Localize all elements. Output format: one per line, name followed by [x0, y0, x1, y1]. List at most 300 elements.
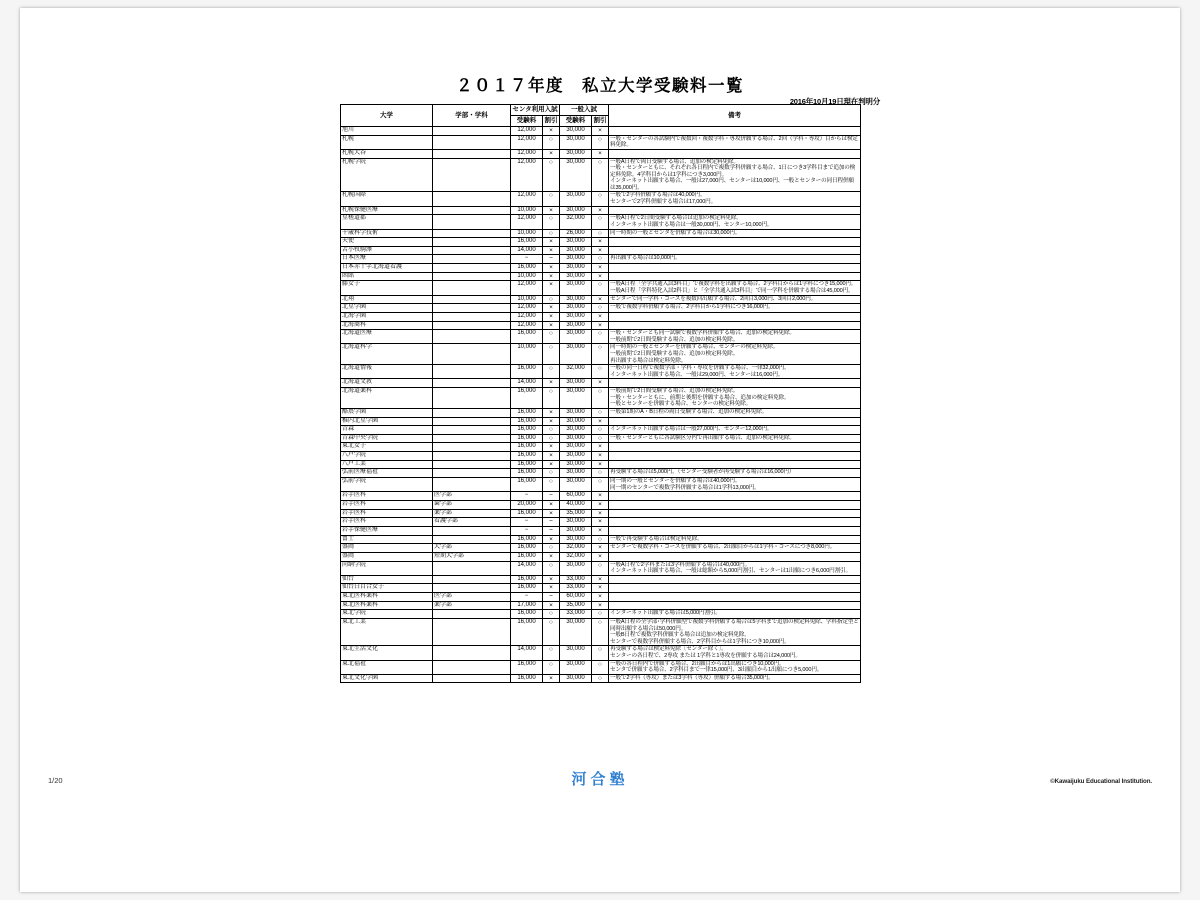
col-general-exam: 一般入試 [560, 105, 609, 116]
cell-general-fee: 30,000 [560, 452, 592, 461]
cell-faculty: 大学部 [433, 544, 511, 553]
table-row [341, 365, 861, 379]
cell-center-discount: − [543, 526, 560, 535]
cell-university: 北海道文教 [341, 379, 433, 388]
cell-center-fee: − [511, 518, 543, 527]
cell-general-fee: 30,000 [560, 344, 592, 365]
table-row [341, 238, 861, 247]
cell-general-fee: 30,000 [560, 295, 592, 304]
cell-faculty [433, 646, 511, 660]
cell-general-discount: × [592, 443, 609, 452]
cell-notes: 再受験する場合は5,000円。（センター受験者が再受験する場合は16,000円） [609, 469, 861, 478]
cell-notes: センターで複数学科・コースを併願する場合、2出願目からは1学科・コースにつき8,000円。 [609, 544, 861, 553]
cell-faculty [433, 452, 511, 461]
cell-notes: 一般で再受験する場合は検定料免除。 [609, 535, 861, 544]
cell-center-fee: 10,000 [511, 206, 543, 215]
cell-university: 岩手医科 [341, 500, 433, 509]
cell-center-discount: × [543, 312, 560, 321]
cell-general-discount: ○ [592, 229, 609, 238]
cell-faculty [433, 469, 511, 478]
cell-center-fee: 10,000 [511, 229, 543, 238]
cell-center-discount: × [543, 321, 560, 330]
table-row [341, 192, 861, 206]
cell-general-discount: ○ [592, 469, 609, 478]
cell-center-fee: 16,000 [511, 619, 543, 646]
cell-general-fee: 30,000 [560, 460, 592, 469]
cell-general-fee: 30,000 [560, 238, 592, 247]
cell-notes: 再出願する場合は10,000円。 [609, 255, 861, 264]
cell-notes [609, 149, 861, 158]
cell-general-fee: 30,000 [560, 518, 592, 527]
copyright-notice: ©Kawaijuku Educational Institution. [1050, 778, 1152, 785]
col-center-fee: 受験料 [511, 116, 543, 127]
cell-center-discount: × [543, 460, 560, 469]
cell-general-fee: 30,000 [560, 304, 592, 313]
cell-university: 岩手医科 [341, 509, 433, 518]
cell-general-fee: 30,000 [560, 192, 592, 206]
cell-university: 日本赤十字北海道看護 [341, 264, 433, 273]
cell-faculty [433, 255, 511, 264]
cell-general-fee: 30,000 [560, 561, 592, 575]
cell-center-discount: × [543, 601, 560, 610]
cell-university: 尚絅学院 [341, 561, 433, 575]
cell-general-fee: 35,000 [560, 601, 592, 610]
table-head [341, 105, 861, 127]
cell-university: 富士 [341, 535, 433, 544]
exam-fee-table [340, 104, 861, 683]
cell-center-fee: 12,000 [511, 281, 543, 295]
cell-center-discount: ○ [543, 478, 560, 492]
cell-notes [609, 500, 861, 509]
cell-general-discount: × [592, 272, 609, 281]
cell-university: 北海道医療 [341, 330, 433, 344]
cell-center-discount: − [543, 492, 560, 501]
cell-center-fee: 16,000 [511, 365, 543, 379]
cell-faculty: 薬学部 [433, 509, 511, 518]
cell-general-fee: 33,000 [560, 610, 592, 619]
cell-general-discount: ○ [592, 619, 609, 646]
cell-faculty [433, 264, 511, 273]
col-notes: 備考 [609, 105, 861, 127]
table-row [341, 215, 861, 229]
cell-university: 札幌学院 [341, 158, 433, 192]
cell-general-discount: ○ [592, 561, 609, 575]
cell-general-fee: 30,000 [560, 158, 592, 192]
cell-general-discount: × [592, 492, 609, 501]
table-row [341, 619, 861, 646]
cell-university: 北海道科学 [341, 344, 433, 365]
cell-university: 弘前医療福祉 [341, 469, 433, 478]
table-row [341, 674, 861, 683]
cell-general-discount: × [592, 264, 609, 273]
cell-notes: 同一時期の一般とセンタを併願する場合は30,000円。 [609, 229, 861, 238]
cell-center-discount: × [543, 443, 560, 452]
cell-center-discount: × [543, 272, 560, 281]
cell-notes: 一般で複数学科併願する場合、2学科目から1学科につき16,000円。 [609, 304, 861, 313]
cell-general-discount: × [592, 509, 609, 518]
cell-university: 北海道情報 [341, 365, 433, 379]
cell-general-fee: 30,000 [560, 264, 592, 273]
cell-notes [609, 518, 861, 527]
cell-faculty [433, 561, 511, 575]
cell-center-fee: 12,000 [511, 312, 543, 321]
cell-faculty [433, 330, 511, 344]
cell-center-discount: ○ [543, 135, 560, 149]
cell-faculty [433, 295, 511, 304]
cell-notes [609, 417, 861, 426]
table-row [341, 281, 861, 295]
table-row [341, 330, 861, 344]
cell-center-discount: ○ [543, 469, 560, 478]
cell-faculty [433, 215, 511, 229]
cell-university: 稚内北星学園 [341, 417, 433, 426]
cell-center-fee: 10,000 [511, 295, 543, 304]
cell-center-fee: 16,000 [511, 584, 543, 593]
cell-university: 天使 [341, 238, 433, 247]
cell-center-discount: − [543, 255, 560, 264]
cell-university: 盛岡 [341, 552, 433, 561]
table-row [341, 452, 861, 461]
cell-center-discount: − [543, 518, 560, 527]
cell-notes [609, 460, 861, 469]
cell-university: 酪農学園 [341, 408, 433, 417]
cell-center-fee: − [511, 526, 543, 535]
cell-center-discount: ○ [543, 610, 560, 619]
cell-notes [609, 552, 861, 561]
table-row [341, 246, 861, 255]
table-row [341, 552, 861, 561]
cell-notes [609, 379, 861, 388]
cell-center-fee: 16,000 [511, 469, 543, 478]
cell-general-discount: ○ [592, 610, 609, 619]
cell-general-fee: 40,000 [560, 500, 592, 509]
cell-center-discount: ○ [543, 229, 560, 238]
cell-faculty [433, 344, 511, 365]
cell-faculty: 短期大学部 [433, 552, 511, 561]
cell-notes: 一般前期で2日間受験する場合、追加の検定料免除。 一般・センターともに、前期と後期を併願する場合、追加の検定料免除。 一般とセンターを併願する場合、センターの検定料免除。 [609, 388, 861, 409]
cell-center-discount: ○ [543, 646, 560, 660]
cell-faculty: 薬学部 [433, 601, 511, 610]
cell-center-discount: ○ [543, 158, 560, 192]
cell-general-fee: 30,000 [560, 379, 592, 388]
table-row [341, 255, 861, 264]
cell-center-fee: 12,000 [511, 127, 543, 136]
table-row [341, 492, 861, 501]
cell-center-discount: × [543, 206, 560, 215]
cell-center-fee: 16,000 [511, 330, 543, 344]
cell-center-fee: 12,000 [511, 215, 543, 229]
cell-notes [609, 601, 861, 610]
cell-notes: インターネット出願する場合は5,000円割引。 [609, 610, 861, 619]
cell-general-fee: 30,000 [560, 434, 592, 443]
cell-university: 東北福祉 [341, 660, 433, 674]
table-row [341, 149, 861, 158]
cell-university: 苫小牧駒澤 [341, 246, 433, 255]
cell-center-fee: − [511, 593, 543, 602]
table-row [341, 206, 861, 215]
cell-university: 東北医科薬科 [341, 601, 433, 610]
cell-center-discount: ○ [543, 619, 560, 646]
cell-notes [609, 526, 861, 535]
table-row [341, 158, 861, 192]
cell-faculty [433, 417, 511, 426]
cell-general-fee: 60,000 [560, 492, 592, 501]
cell-university: 八戸学院 [341, 452, 433, 461]
cell-faculty [433, 460, 511, 469]
table-row [341, 646, 861, 660]
cell-center-discount: × [543, 238, 560, 247]
cell-general-discount: ○ [592, 674, 609, 683]
cell-general-fee: 30,000 [560, 135, 592, 149]
col-center-exam: センタ利用入試 [511, 105, 560, 116]
cell-university: 旭川 [341, 127, 433, 136]
cell-notes: 一般・センターとも同一試験で複数学科併願する場合、追加の検定料免除。 一般前期で2日間受験する場合、追加の検定料免除。 [609, 330, 861, 344]
cell-center-fee: 14,000 [511, 246, 543, 255]
cell-general-fee: 30,000 [560, 281, 592, 295]
cell-general-fee: 33,000 [560, 584, 592, 593]
cell-center-fee: 16,000 [511, 417, 543, 426]
cell-center-fee: 16,000 [511, 544, 543, 553]
cell-university: 札幌 [341, 135, 433, 149]
cell-center-discount: ○ [543, 344, 560, 365]
cell-general-fee: 30,000 [560, 426, 592, 435]
cell-faculty [433, 246, 511, 255]
cell-center-fee: 12,000 [511, 149, 543, 158]
cell-general-fee: 30,000 [560, 255, 592, 264]
cell-general-fee: 30,000 [560, 674, 592, 683]
cell-center-fee: 16,000 [511, 388, 543, 409]
cell-center-discount: × [543, 127, 560, 136]
cell-center-discount: × [543, 408, 560, 417]
cell-notes: 同一時期の一般とセンターを併願する場合、センターの検定料免除。 一般前期で2日間受験する場合、追加の検定料免除。 再出願する場合は検定料免除。 [609, 344, 861, 365]
cell-faculty [433, 272, 511, 281]
cell-center-discount: × [543, 149, 560, 158]
cell-center-discount: × [543, 674, 560, 683]
cell-general-discount: × [592, 417, 609, 426]
table-row [341, 408, 861, 417]
cell-general-discount: × [592, 584, 609, 593]
cell-university: 藤女子 [341, 281, 433, 295]
cell-faculty [433, 426, 511, 435]
table-row [341, 593, 861, 602]
cell-university: 盛岡 [341, 544, 433, 553]
cell-general-discount: × [592, 500, 609, 509]
cell-center-fee: 16,000 [511, 660, 543, 674]
cell-faculty [433, 379, 511, 388]
table-row [341, 344, 861, 365]
cell-notes: 一般の各日程内で併願する場合、2出願目からは1出願につき10,000円。 センタで併願する場合、2学科目まで一律15,000円、3出願目から1出願につき5,000円。 [609, 660, 861, 674]
cell-notes: 一般A日程で2日間受験する場合は追加の検定料免除。 インターネット出願する場合は一般30,000円、センター10,000円。 [609, 215, 861, 229]
cell-center-fee: 16,000 [511, 264, 543, 273]
cell-general-fee: 32,000 [560, 365, 592, 379]
cell-general-discount: ○ [592, 646, 609, 660]
cell-center-fee: 16,000 [511, 434, 543, 443]
cell-general-fee: 30,000 [560, 312, 592, 321]
cell-notes [609, 492, 861, 501]
table-row [341, 443, 861, 452]
cell-university: 仙台白百合女子 [341, 584, 433, 593]
cell-center-discount: ○ [543, 434, 560, 443]
cell-notes [609, 452, 861, 461]
cell-university: 東北工業 [341, 619, 433, 646]
brand-logo: 河合塾 [571, 771, 629, 788]
cell-general-fee: 30,000 [560, 272, 592, 281]
cell-faculty [433, 304, 511, 313]
cell-faculty [433, 192, 511, 206]
cell-general-fee: 30,000 [560, 388, 592, 409]
table-row [341, 478, 861, 492]
table-row [341, 388, 861, 409]
cell-notes [609, 312, 861, 321]
cell-center-discount: × [543, 379, 560, 388]
cell-general-fee: 35,000 [560, 509, 592, 518]
table-row [341, 379, 861, 388]
as-of-date: 2016年10月19日現在判明分 [789, 97, 880, 106]
cell-notes [609, 593, 861, 602]
cell-general-fee: 30,000 [560, 408, 592, 417]
cell-general-fee: 30,000 [560, 246, 592, 255]
cell-center-fee: 20,000 [511, 500, 543, 509]
cell-general-fee: 30,000 [560, 478, 592, 492]
table-row [341, 518, 861, 527]
cell-center-discount: × [543, 281, 560, 295]
cell-notes [609, 206, 861, 215]
cell-general-discount: ○ [592, 281, 609, 295]
col-general-fee: 受験料 [560, 116, 592, 127]
cell-general-discount: ○ [592, 304, 609, 313]
table-row [341, 584, 861, 593]
col-center-discount: 割引 [543, 116, 560, 127]
cell-general-discount: × [592, 452, 609, 461]
cell-notes [609, 443, 861, 452]
cell-center-fee: 12,000 [511, 321, 543, 330]
cell-university: 北海道薬科 [341, 388, 433, 409]
cell-university: 岩手保健医療 [341, 526, 433, 535]
cell-center-fee: 16,000 [511, 509, 543, 518]
cell-center-fee: 16,000 [511, 478, 543, 492]
cell-general-discount: ○ [592, 660, 609, 674]
cell-general-discount: × [592, 246, 609, 255]
cell-notes [609, 321, 861, 330]
cell-faculty [433, 575, 511, 584]
table-row [341, 295, 861, 304]
page-title: ２０１７年度 私立大学受験料一覧 [456, 77, 744, 95]
cell-notes: 一般・センターともに各試験区分内で再出願する場合、追加の検定料免除。 [609, 434, 861, 443]
cell-center-discount: ○ [543, 295, 560, 304]
cell-center-discount: × [543, 304, 560, 313]
cell-center-discount: ○ [543, 660, 560, 674]
cell-center-discount: ○ [543, 192, 560, 206]
cell-faculty [433, 526, 511, 535]
cell-center-fee: 14,000 [511, 646, 543, 660]
cell-general-discount: ○ [592, 478, 609, 492]
col-general-discount: 割引 [592, 116, 609, 127]
cell-general-discount: × [592, 379, 609, 388]
table-row [341, 561, 861, 575]
cell-center-fee: 17,000 [511, 601, 543, 610]
cell-general-fee: 33,000 [560, 575, 592, 584]
cell-university: 東北文化学園 [341, 674, 433, 683]
cell-center-fee: 12,000 [511, 304, 543, 313]
cell-general-discount: × [592, 544, 609, 553]
table-row [341, 535, 861, 544]
cell-general-fee: 30,000 [560, 469, 592, 478]
cell-general-fee: 30,000 [560, 526, 592, 535]
cell-general-discount: × [592, 295, 609, 304]
cell-university: 青森中央学院 [341, 434, 433, 443]
cell-notes: センターで同一学科・コースを複数回出願する場合、2回目3,000円、3回目2,000円。 [609, 295, 861, 304]
cell-center-discount: ○ [543, 426, 560, 435]
cell-notes: 一般A日程で両日受験する場合、追加の検定料免除。 一般・センターともに、それぞれ各日程内で複数学科併願する場合、1日につき3学科目まで追加の検定料免除。4学科目からは1学科につき3,000円。 インターネット出願する場合、一般は27,000円、センターは10,000円、一般とセンターの同日程併願は35,000円。 [609, 158, 861, 192]
cell-center-discount: × [543, 535, 560, 544]
cell-general-discount: × [592, 238, 609, 247]
cell-general-fee: 30,000 [560, 149, 592, 158]
cell-center-fee: 14,000 [511, 561, 543, 575]
cell-center-fee: 16,000 [511, 610, 543, 619]
cell-center-discount: × [543, 500, 560, 509]
cell-notes: 一般第1期のA・B日程の両日受験する場合、追加の検定料免除。 [609, 408, 861, 417]
table-row [341, 304, 861, 313]
cell-center-fee: 16,000 [511, 460, 543, 469]
cell-general-discount: × [592, 593, 609, 602]
cell-center-discount: ○ [543, 561, 560, 575]
cell-general-discount: ○ [592, 388, 609, 409]
cell-center-fee: 16,000 [511, 575, 543, 584]
table-row [341, 460, 861, 469]
cell-notes [609, 264, 861, 273]
cell-center-fee: 12,000 [511, 135, 543, 149]
cell-center-fee: 12,000 [511, 158, 543, 192]
cell-university: 仙台 [341, 575, 433, 584]
cell-university: 北翔 [341, 295, 433, 304]
cell-general-discount: × [592, 149, 609, 158]
cell-university: 東北学院 [341, 610, 433, 619]
cell-notes: 再受験する場合は検定料免除〔センター除く〕。 センターの各日程で、2専攻 または 1学科と1専攻を併願する場合は24,000円。 [609, 646, 861, 660]
cell-notes [609, 509, 861, 518]
table-row [341, 321, 861, 330]
cell-center-fee: − [511, 492, 543, 501]
cell-notes: 一般A日程で2学科または3学科併願する場合は40,000円。 インターネット出願する場合、一般は総額から5,000円割引、センターは1出願につき6,000円割引。 [609, 561, 861, 575]
table-row [341, 544, 861, 553]
cell-center-fee: 10,000 [511, 344, 543, 365]
cell-general-fee: 30,000 [560, 619, 592, 646]
cell-faculty [433, 660, 511, 674]
cell-general-discount: ○ [592, 535, 609, 544]
table-row [341, 127, 861, 136]
table-row [341, 434, 861, 443]
cell-general-fee: 26,000 [560, 229, 592, 238]
cell-general-discount: × [592, 601, 609, 610]
table-row [341, 272, 861, 281]
table-body [341, 127, 861, 683]
cell-center-fee: 10,000 [511, 272, 543, 281]
cell-faculty [433, 229, 511, 238]
cell-general-discount: × [592, 526, 609, 535]
table-row [341, 660, 861, 674]
cell-center-fee: 12,000 [511, 192, 543, 206]
cell-university: 札幌国際 [341, 192, 433, 206]
cell-general-discount: ○ [592, 344, 609, 365]
cell-general-fee: 60,000 [560, 593, 592, 602]
cell-general-discount: ○ [592, 408, 609, 417]
cell-center-fee: − [511, 255, 543, 264]
cell-center-discount: × [543, 552, 560, 561]
cell-general-discount: ○ [592, 434, 609, 443]
cell-center-fee: 16,000 [511, 443, 543, 452]
table-row [341, 526, 861, 535]
cell-center-fee: 16,000 [511, 452, 543, 461]
cell-notes: 一般A日程の全学部･学科併願型で複数学科併願する場合は5学科まで追加の検定料免除、学科指定型と同時出願する場合は50,000円。 一般B日程で複数学科併願する場合は追加の検定料免除。 センターで複数学科併願する場合、2学科目からは1学科につき10,000円。 [610, 619, 859, 645]
